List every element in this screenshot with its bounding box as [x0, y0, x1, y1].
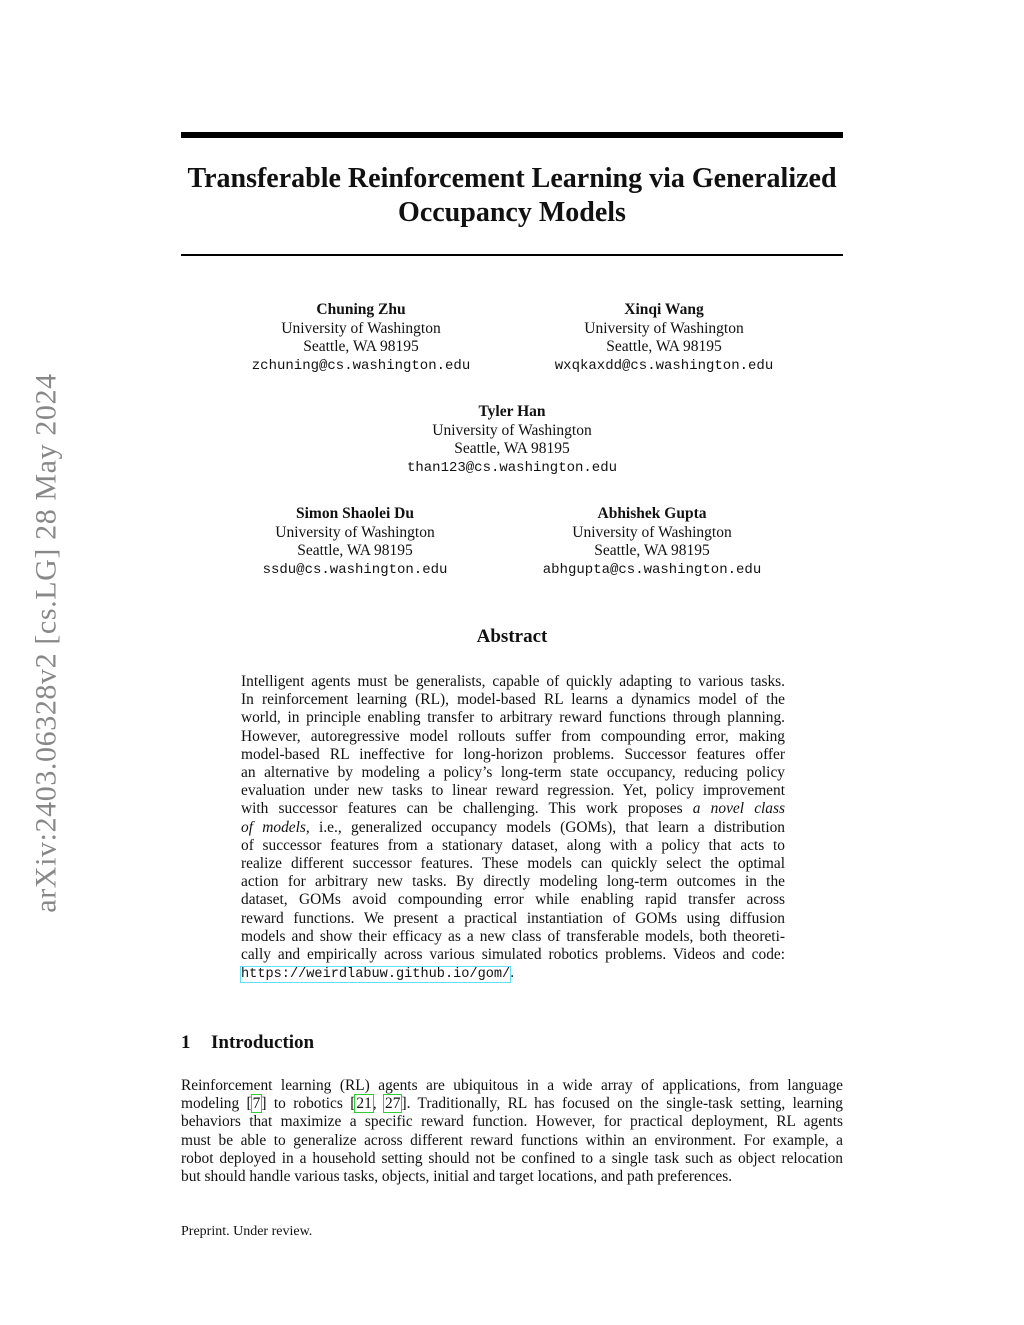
abstract-text: with successor features can be challenging. This work proposes [241, 800, 693, 818]
author-name: Xinqi Wang [624, 301, 704, 318]
author-block-abhishek-gupta [502, 505, 802, 579]
abstract-line: reward functions. We present a practical instantiation of GOMs using diffusion [241, 909, 785, 927]
author-affiliation: University of Washington [432, 421, 592, 439]
author-email: abhgupta@cs.washington.edu [542, 561, 762, 578]
author-affiliation: University of Washington [275, 523, 435, 541]
abstract-line: realize different successor features. These models can quickly select the optimal [241, 855, 785, 873]
section-title: Introduction [211, 1032, 315, 1053]
abstract-text: . [510, 964, 515, 982]
citation-link-21[interactable]: 21 [356, 1095, 372, 1113]
abstract-line: model-based RL ineffective for long-horizon problems. Successor features offer [241, 745, 785, 763]
author-name: Tyler Han [478, 403, 546, 420]
introduction-text: . Traditionally, RL has focused on the single-task setting, learning [406, 1095, 844, 1113]
author-location: Seattle, WA 98195 [454, 440, 570, 457]
abstract-line: dataset, GOMs avoid compounding error while enabling rapid transfer across [241, 891, 785, 909]
author-block-tyler-han [362, 403, 662, 477]
abstract-line [241, 964, 785, 984]
introduction-body [181, 1077, 843, 1186]
arxiv-identifier-stamp [24, 345, 70, 940]
introduction-line: behaviors that maximize a specific reward function. However, for practical deployment, RL agents [181, 1113, 843, 1131]
abstract-heading: Abstract [476, 626, 548, 647]
abstract-line: an alternative by modeling a policy’s long-term state occupancy, reducing policy [241, 764, 785, 782]
arxiv-identifier-text: arXiv:2403.06328v2 [cs.LG] 28 May 2024 [30, 372, 63, 913]
section-heading-introduction [181, 1032, 314, 1054]
section-number: 1 [181, 1032, 191, 1053]
author-name: Chuning Zhu [316, 301, 406, 318]
abstract-line: models and show their efficacy as a new class of transferable models, both theoreti- [241, 927, 785, 945]
introduction-line: must be able to generalize across different reward functions within an environment. For example, a [181, 1131, 843, 1149]
abstract-emphasis: a novel class [692, 800, 785, 818]
abstract-line: action for arbitrary new tasks. By directly modeling long-term outcomes in the [241, 873, 785, 891]
author-email: ssdu@cs.washington.edu [262, 561, 448, 578]
introduction-line: Reinforcement learning (RL) agents are ubiquitous in a wide array of applications, from language [181, 1077, 843, 1094]
author-block-simon-shaolei-du [205, 505, 505, 579]
author-location: Seattle, WA 98195 [594, 542, 710, 559]
title-bottom-rule [181, 254, 843, 256]
abstract-line: cally and empirically across various simulated robotics problems. Videos and code: [241, 946, 785, 964]
introduction-line: modeling [7] to robotics [21, 27]. Traditionally, RL has focused on the single-task setting, learning [181, 1095, 844, 1113]
author-affiliation: University of Washington [572, 523, 732, 541]
author-location: Seattle, WA 98195 [297, 542, 413, 559]
abstract-line: However, autoregressive model rollouts suffer from compounding error, making [241, 727, 785, 745]
author-location: Seattle, WA 98195 [303, 338, 419, 355]
author-name: Simon Shaolei Du [295, 505, 414, 522]
introduction-text: modeling [181, 1095, 247, 1113]
paper-title [181, 162, 843, 230]
abstract-line: of successor features from a stationary dataset, along with a policy that acts to [241, 836, 785, 854]
author-affiliation: University of Washington [281, 319, 441, 337]
abstract-line [241, 819, 785, 837]
abstract-body [241, 673, 785, 984]
author-email: zchuning@cs.washington.edu [251, 357, 471, 374]
abstract-line: world, in principle enabling transfer to arbitrary reward functions through planning. [241, 709, 785, 727]
introduction-text: to robotics [266, 1095, 351, 1113]
paper-title-line-1: Transferable Reinforcement Learning via Generalized [187, 163, 837, 194]
footer-note: Preprint. Under review. [181, 1224, 313, 1239]
author-block-chuning-zhu [211, 301, 511, 375]
author-name: Abhishek Gupta [597, 505, 707, 522]
introduction-line: robot deployed in a household setting should not be confined to a single task such as object relocation [181, 1149, 843, 1167]
paper-title-line-2: Occupancy Models [398, 197, 626, 228]
abstract-line [241, 800, 785, 818]
abstract-emphasis: of models [241, 818, 306, 836]
abstract-text: , i.e., generalized occupancy models (GOMs), that learn a distribution [305, 818, 785, 836]
citation-link-27[interactable]: 27 [385, 1095, 401, 1113]
abstract-line: In reinforcement learning (RL), model-based RL learns a dynamics model of the [241, 691, 785, 709]
abstract-line: evaluation under new tasks to linear reward regression. Yet, policy improvement [241, 782, 785, 800]
introduction-line: but should handle various tasks, objects, initial and target locations, and path preferences. [181, 1168, 733, 1186]
citation-link-7[interactable]: 7 [252, 1095, 261, 1113]
author-location: Seattle, WA 98195 [606, 338, 722, 355]
author-email: than123@cs.washington.edu [406, 459, 618, 476]
author-affiliation: University of Washington [584, 319, 744, 337]
author-email: wxqkaxdd@cs.washington.edu [554, 357, 774, 374]
abstract-line: Intelligent agents must be generalists, capable of quickly adapting to various tasks. [241, 673, 785, 690]
title-top-rule [181, 132, 843, 138]
author-block-xinqi-wang [514, 301, 814, 375]
project-page-link[interactable]: https://weirdlabuw.github.io/gom/ [241, 967, 511, 983]
